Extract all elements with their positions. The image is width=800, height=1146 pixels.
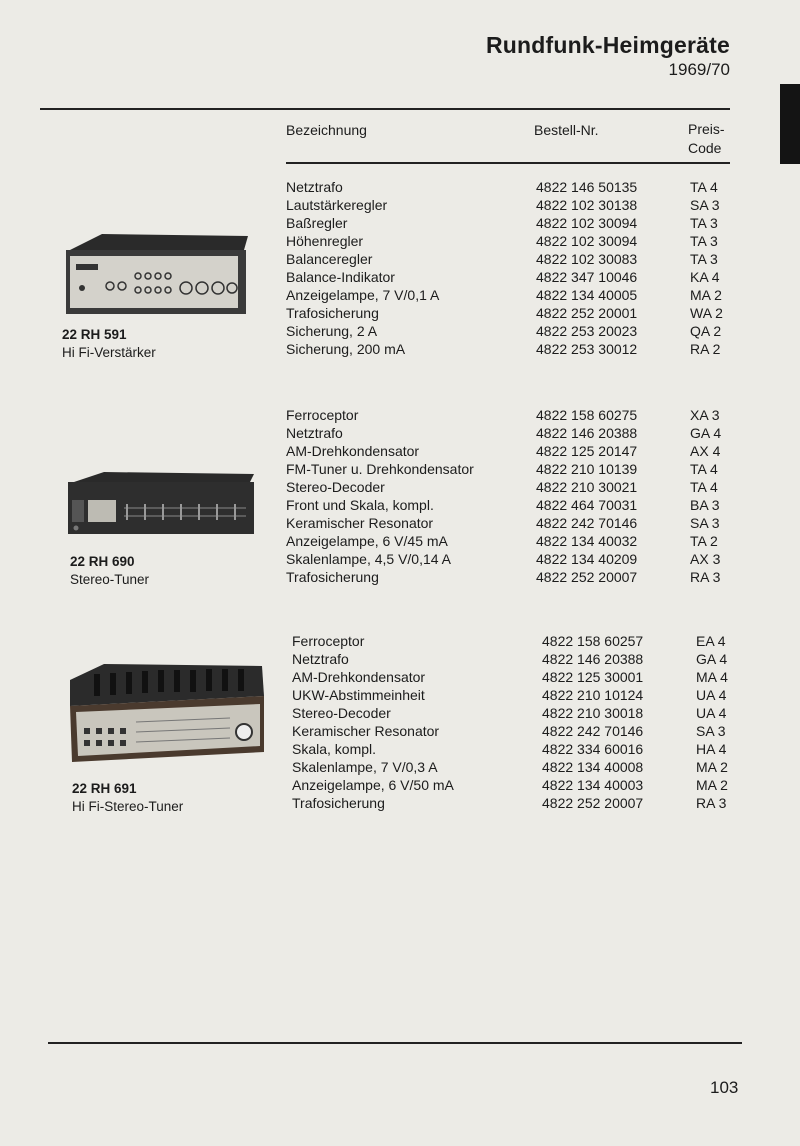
column-header-price-line2: Code [688,140,722,156]
price-code: RA 3 [696,795,727,811]
order-number: 4822 134 40003 [542,777,644,793]
order-number: 4822 252 20007 [536,569,638,585]
amplifier-image [62,230,252,318]
order-number: 4822 334 60016 [542,741,644,757]
price-code: MA 4 [696,669,728,685]
price-code: QA 2 [690,323,722,339]
price-code: AX 4 [690,443,721,459]
price-code: TA 2 [690,533,718,549]
column-header-rule [286,162,730,164]
part-name: Sicherung, 2 A [286,323,378,339]
model-number: 22 RH 591 [62,327,127,342]
thumb-index-tab [780,84,800,164]
order-number: 4822 253 20023 [536,323,638,339]
part-name: Stereo-Decoder [286,479,385,495]
part-name: Anzeigelampe, 7 V/0,1 A [286,287,440,303]
column-header-price-line1: Preis- [688,121,725,137]
column-header-price [688,120,725,158]
price-code: TA 3 [690,233,718,249]
price-code: RA 3 [690,569,721,585]
price-code: XA 3 [690,407,720,423]
price-code: WA 2 [690,305,723,321]
price-code: UA 4 [696,687,727,703]
part-name: AM-Drehkondensator [286,443,420,459]
model-description: Hi Fi-Stereo-Tuner [72,799,184,814]
part-name: Ferroceptor [286,407,359,423]
order-number: 4822 102 30083 [536,251,638,267]
part-name: Netztrafo [292,651,349,667]
part-name: Trafosicherung [286,569,379,585]
order-number: 4822 134 40008 [542,759,644,775]
part-name: Skalenlampe, 7 V/0,3 A [292,759,438,775]
model-number: 22 RH 691 [72,781,137,796]
page-title: Rundfunk-Heimgeräte [485,32,730,58]
price-code: GA 4 [696,651,728,667]
part-name: UKW-Abstimmeinheit [292,687,425,703]
order-number: 4822 146 20388 [542,651,644,667]
order-number: 4822 102 30138 [536,197,638,213]
hifi-stereo-tuner-image [64,662,268,766]
price-code: SA 3 [690,515,720,531]
part-name: AM-Drehkondensator [292,669,426,685]
order-number: 4822 210 10139 [536,461,638,477]
order-number: 4822 158 60257 [542,633,644,649]
part-name: FM-Tuner u. Drehkondensator [286,461,474,477]
part-name: Balance-Indikator [286,269,395,285]
price-code: GA 4 [690,425,722,441]
model-label [62,326,156,362]
part-name: Trafosicherung [292,795,385,811]
model-number: 22 RH 690 [70,554,135,569]
part-name: Anzeigelampe, 6 V/50 mA [292,777,454,793]
part-name: Stereo-Decoder [292,705,391,721]
part-name: Netztrafo [286,179,343,195]
part-name: Netztrafo [286,425,343,441]
order-number: 4822 252 20007 [542,795,644,811]
price-code: RA 2 [690,341,721,357]
part-name: Balanceregler [286,251,373,267]
price-code: TA 4 [690,179,718,195]
order-number: 4822 210 30018 [542,705,644,721]
part-name: Trafosicherung [286,305,379,321]
order-number: 4822 125 30001 [542,669,644,685]
model-label [72,780,183,816]
order-number: 4822 146 20388 [536,425,638,441]
part-name: Front und Skala, kompl. [286,497,434,513]
part-name: Anzeigelampe, 6 V/45 mA [286,533,448,549]
order-number: 4822 210 30021 [536,479,638,495]
price-code: SA 3 [696,723,726,739]
order-number: 4822 158 60275 [536,407,638,423]
stereo-tuner-image [64,470,258,538]
part-name: Höhenregler [286,233,364,249]
model-description: Stereo-Tuner [70,572,150,587]
header-rule [40,108,730,110]
order-number: 4822 125 20147 [536,443,638,459]
part-name: Lautstärkeregler [286,197,388,213]
price-code: HA 4 [696,741,727,757]
price-code: AX 3 [690,551,721,567]
order-number: 4822 210 10124 [542,687,644,703]
price-code: TA 4 [690,461,718,477]
order-number: 4822 134 40032 [536,533,638,549]
part-name: Baßregler [286,215,348,231]
price-code: EA 4 [696,633,726,649]
order-number: 4822 253 30012 [536,341,638,357]
part-name: Ferroceptor [292,633,365,649]
page-subtitle: 1969/70 [668,60,730,79]
price-code: MA 2 [696,777,728,793]
part-name: Sicherung, 200 mA [286,341,406,357]
column-header-order: Bestell-Nr. [534,122,599,138]
model-label [70,553,149,589]
order-number: 4822 242 70146 [542,723,644,739]
price-code: SA 3 [690,197,720,213]
order-number: 4822 464 70031 [536,497,638,513]
price-code: TA 3 [690,215,718,231]
part-name: Keramischer Resonator [292,723,440,739]
price-code: TA 3 [690,251,718,267]
order-number: 4822 347 10046 [536,269,638,285]
order-number: 4822 134 40005 [536,287,638,303]
price-code: UA 4 [696,705,727,721]
order-number: 4822 102 30094 [536,215,638,231]
order-number: 4822 146 50135 [536,179,638,195]
order-number: 4822 252 20001 [536,305,638,321]
column-header-name: Bezeichnung [286,122,367,138]
part-name: Skala, kompl. [292,741,377,757]
order-number: 4822 242 70146 [536,515,638,531]
price-code: BA 3 [690,497,720,513]
footer-rule [48,1042,742,1044]
model-description: Hi Fi-Verstärker [62,345,156,360]
page-number: 103 [710,1078,739,1097]
price-code: KA 4 [690,269,720,285]
price-code: MA 2 [690,287,722,303]
price-code: MA 2 [696,759,728,775]
price-code: TA 4 [690,479,718,495]
order-number: 4822 102 30094 [536,233,638,249]
part-name: Skalenlampe, 4,5 V/0,14 A [286,551,451,567]
part-name: Keramischer Resonator [286,515,434,531]
order-number: 4822 134 40209 [536,551,638,567]
